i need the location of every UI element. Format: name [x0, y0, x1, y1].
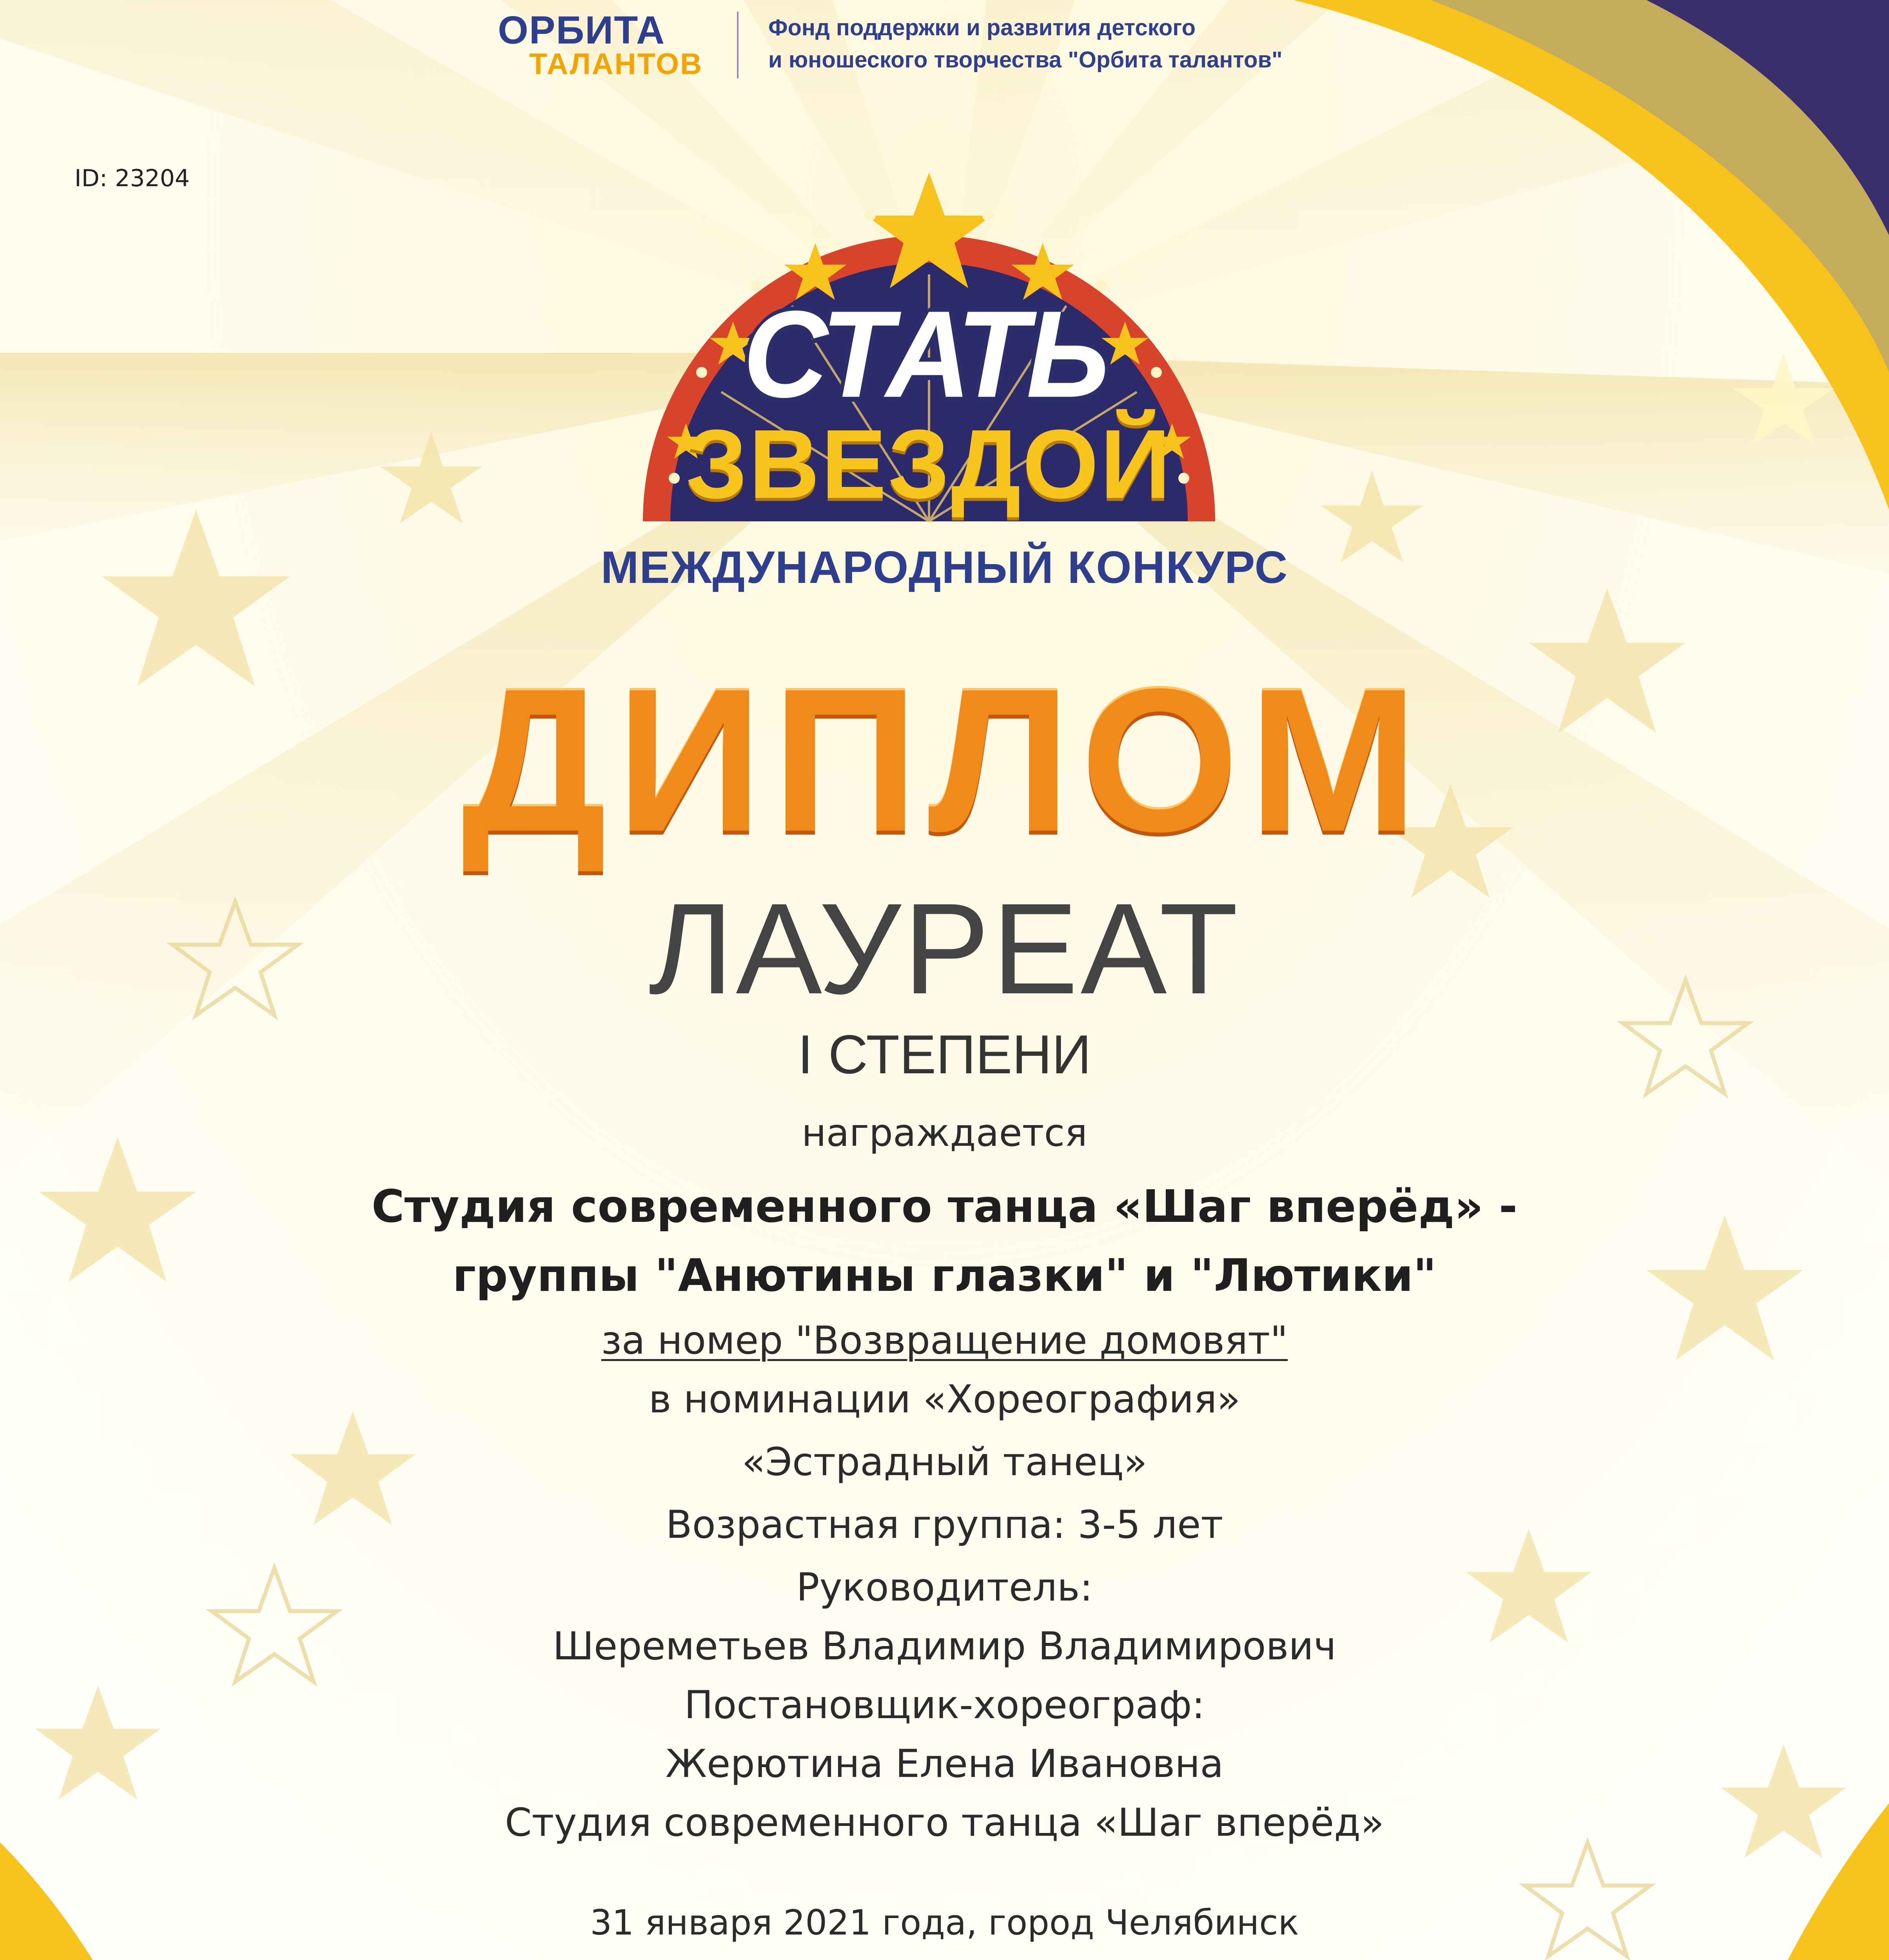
age-group: Возрастная группа: 3-5 лет [666, 1503, 1223, 1547]
studio-name: Студия современного танца «Шаг вперёд» [505, 1800, 1384, 1845]
recipient-name [0, 1172, 1889, 1310]
logo-text-orbita: ОРБИТА [498, 8, 666, 52]
performance-title: за номер "Возвращение домовят" [601, 1318, 1288, 1363]
dance-style: «Эстрадный танец» [742, 1440, 1147, 1485]
fund-name [768, 12, 1395, 76]
contest-logo [627, 157, 1231, 533]
leader-name: Шереметьев Владимир Владимирович [553, 1624, 1336, 1669]
diploma-title: ДИПЛОМ [461, 646, 1428, 874]
diploma-id: ID: 23204 [74, 165, 190, 192]
nomination: в номинации «Хореография» [648, 1377, 1241, 1422]
awarded-label: награждается [802, 1111, 1087, 1155]
logo-text-talantov: ТАЛАНТОВ [529, 47, 703, 81]
recipient-line2: группы "Анютины глазки" и "Лютики" [452, 1249, 1437, 1301]
degree-label: I СТЕПЕНИ [798, 1024, 1091, 1085]
contest-logo-stat: СТАТЬ [743, 285, 1107, 423]
leader-label: Руководитель: [796, 1565, 1093, 1610]
date-and-place: 31 января 2021 года, город Челябинск [590, 1902, 1299, 1943]
choreographer-name: Жерютина Елена Ивановна [665, 1742, 1224, 1786]
choreographer-label: Постановщик-хореограф: [684, 1683, 1205, 1728]
fund-name-line1: Фонд поддержки и развития детского [768, 15, 1196, 40]
recipient-line1: Студия современного танца «Шаг вперёд» - [371, 1180, 1518, 1232]
fund-name-line2: и юношеского творчества "Орбита талантов" [768, 47, 1283, 73]
laureate-title: ЛАУРЕАТ [648, 876, 1241, 1021]
header-divider [737, 12, 739, 78]
contest-subtitle: МЕЖДУНАРОДНЫЙ КОНКУРС [601, 542, 1288, 593]
orbita-talantov-logo [498, 8, 717, 82]
contest-logo-zvezdoy: ЗВЕЗДОЙ [686, 409, 1172, 519]
